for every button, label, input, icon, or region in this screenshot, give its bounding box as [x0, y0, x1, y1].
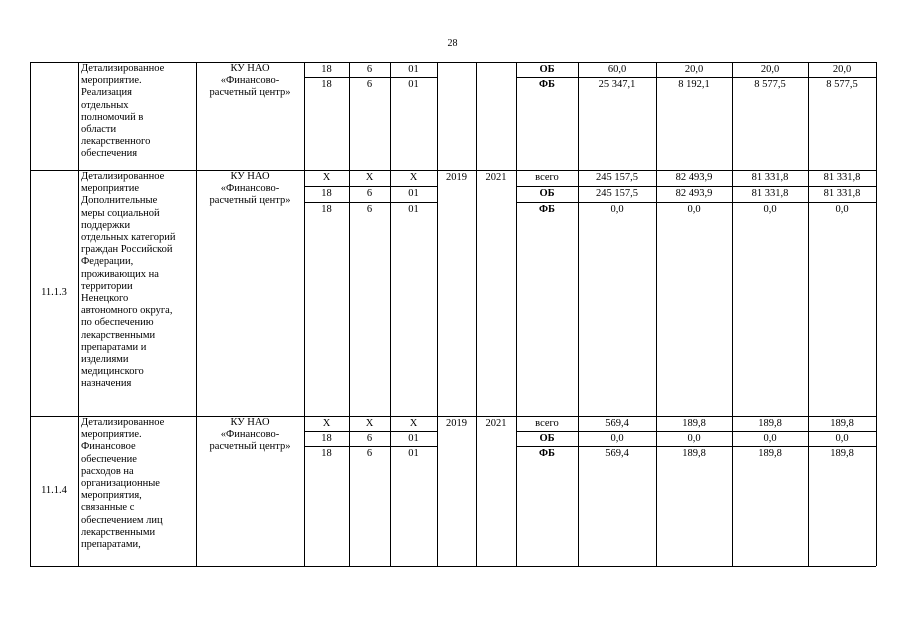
- description-line: назначения: [81, 378, 132, 390]
- executor-line: «Финансово-: [220, 75, 280, 87]
- amount-year-2: 189,8: [758, 418, 782, 429]
- budget-code-subsection: 01: [408, 448, 419, 459]
- budget-code-subsection: 01: [408, 433, 419, 444]
- amount-year-3: 20,0: [832, 64, 852, 75]
- amount-total: 0,0: [610, 433, 624, 444]
- budget-code-section: 6: [366, 448, 373, 459]
- row-code: 11.1.4: [41, 485, 67, 496]
- budget-code-chapter: 18: [321, 448, 332, 459]
- description-line: отдельных: [81, 99, 129, 111]
- start-year: 2019: [446, 418, 467, 429]
- description-line: организационные: [81, 478, 160, 489]
- budget-code-section: 6: [366, 188, 373, 199]
- amount-year-1: 82 493,9: [675, 188, 713, 199]
- description-line: по обеспечению: [81, 317, 154, 329]
- budget-code-subsection: 01: [408, 188, 419, 199]
- amount-year-2: 8 577,5: [754, 79, 786, 90]
- amount-year-3: 0,0: [835, 433, 849, 444]
- budget-code-section: 6: [366, 64, 373, 75]
- description-line: области: [81, 124, 117, 135]
- amount-year-3: 189,8: [830, 448, 854, 459]
- description-line: обеспечение: [81, 453, 137, 465]
- description-line: Детализированное: [81, 63, 165, 74]
- description-line: изделиями: [81, 354, 129, 365]
- budget-code-subsection: Х: [409, 172, 418, 183]
- description-line: Реализация: [81, 87, 132, 99]
- description-line: отдельных категорий: [81, 232, 176, 243]
- budget-code-section: Х: [365, 418, 374, 429]
- amount-year-2: 189,8: [758, 448, 782, 459]
- description-line: Финансовое: [81, 441, 136, 453]
- description-line: граждан Российской: [81, 244, 173, 256]
- executor-line: КУ НАО: [230, 171, 270, 182]
- amount-year-1: 82 493,9: [675, 172, 713, 183]
- executor-line: КУ НАО: [230, 417, 270, 428]
- amount-year-3: 81 331,8: [823, 172, 861, 183]
- executor-line: «Финансово-: [220, 183, 280, 195]
- amount-year-2: 81 331,8: [751, 188, 789, 199]
- amount-year-1: 8 192,1: [678, 79, 710, 90]
- funding-source: ФБ: [539, 204, 555, 215]
- amount-year-3: 189,8: [830, 418, 854, 429]
- funding-source: всего: [535, 172, 559, 183]
- amount-total: 25 347,1: [598, 79, 636, 90]
- description-line: лекарственными: [81, 526, 156, 538]
- amount-year-3: 8 577,5: [826, 79, 858, 90]
- budget-code-chapter: 18: [321, 188, 332, 199]
- budget-code-chapter: Х: [322, 418, 331, 429]
- description-line: Детализированное: [81, 417, 165, 428]
- description-line: препаратами и: [81, 341, 147, 353]
- amount-year-1: 189,8: [682, 448, 706, 459]
- description-line: лекарственного: [81, 136, 151, 148]
- end-year: 2021: [485, 418, 507, 429]
- description-line: медицинского: [81, 366, 144, 378]
- executor-line: «Финансово-: [220, 429, 280, 441]
- executor-line: расчетный центр»: [209, 87, 291, 99]
- amount-total: 245 157,5: [596, 172, 638, 183]
- amount-year-1: 189,8: [682, 418, 706, 429]
- amount-year-1: 0,0: [687, 433, 701, 444]
- budget-code-chapter: 18: [321, 204, 332, 215]
- description-line: мероприятие.: [81, 75, 142, 87]
- description-line: поддержки: [81, 219, 131, 231]
- amount-year-3: 0,0: [835, 204, 849, 215]
- budget-code-chapter: 18: [321, 433, 332, 444]
- funding-source: ФБ: [539, 79, 555, 90]
- end-year: 2021: [485, 172, 507, 183]
- funding-source: ОБ: [539, 188, 555, 199]
- description-line: меры социальной: [81, 207, 160, 219]
- amount-total: 569,4: [605, 448, 629, 459]
- funding-source: всего: [535, 418, 559, 429]
- budget-code-chapter: 18: [321, 64, 332, 75]
- amount-year-2: 81 331,8: [751, 172, 789, 183]
- description-line: связанные с: [81, 502, 135, 514]
- executor-line: КУ НАО: [230, 63, 270, 74]
- amount-total: 245 157,5: [596, 188, 638, 199]
- description-line: Детализированное: [81, 171, 165, 182]
- description-line: расходов на: [81, 465, 134, 477]
- budget-code-section: Х: [365, 172, 374, 183]
- description-line: Дополнительные: [81, 195, 158, 207]
- amount-year-2: 0,0: [763, 204, 777, 215]
- budget-code-section: 6: [366, 433, 373, 444]
- row-code: 11.1.3: [41, 287, 67, 298]
- description-line: автономного округа,: [81, 305, 173, 317]
- amount-total: 0,0: [610, 204, 624, 215]
- description-line: мероприятия,: [81, 490, 142, 502]
- description-line: препаратами,: [81, 539, 141, 550]
- executor-line: расчетный центр»: [209, 195, 291, 207]
- description-line: лекарственными: [81, 329, 156, 341]
- funding-source: ОБ: [539, 64, 555, 75]
- description-line: полномочий в: [81, 111, 144, 123]
- budget-code-subsection: 01: [408, 64, 419, 75]
- page-number: 28: [447, 38, 458, 49]
- budget-code-section: 6: [366, 204, 373, 215]
- description-line: проживающих на: [81, 268, 159, 280]
- funding-source: ОБ: [539, 433, 555, 444]
- start-year: 2019: [446, 172, 467, 183]
- description-line: обеспечением лиц: [81, 514, 163, 526]
- funding-source: ФБ: [539, 448, 555, 459]
- amount-total: 60,0: [607, 64, 627, 75]
- budget-code-subsection: 01: [408, 204, 419, 215]
- budget-code-chapter: Х: [322, 172, 331, 183]
- budget-code-chapter: 18: [321, 79, 332, 90]
- description-line: территории: [81, 280, 133, 292]
- description-line: обеспечения: [81, 148, 138, 160]
- amount-year-2: 0,0: [763, 433, 777, 444]
- description-line: мероприятие.: [81, 429, 142, 441]
- executor-line: расчетный центр»: [209, 441, 291, 453]
- amount-year-1: 20,0: [684, 64, 704, 75]
- amount-year-1: 0,0: [687, 204, 701, 215]
- budget-code-section: 6: [366, 79, 373, 90]
- description-line: мероприятие: [81, 183, 139, 195]
- amount-year-3: 81 331,8: [823, 188, 861, 199]
- budget-code-subsection: 01: [408, 79, 419, 90]
- amount-year-2: 20,0: [760, 64, 780, 75]
- amount-total: 569,4: [605, 418, 629, 429]
- description-line: Ненецкого: [81, 293, 129, 304]
- description-line: Федерации,: [81, 256, 134, 268]
- budget-code-subsection: Х: [409, 418, 418, 429]
